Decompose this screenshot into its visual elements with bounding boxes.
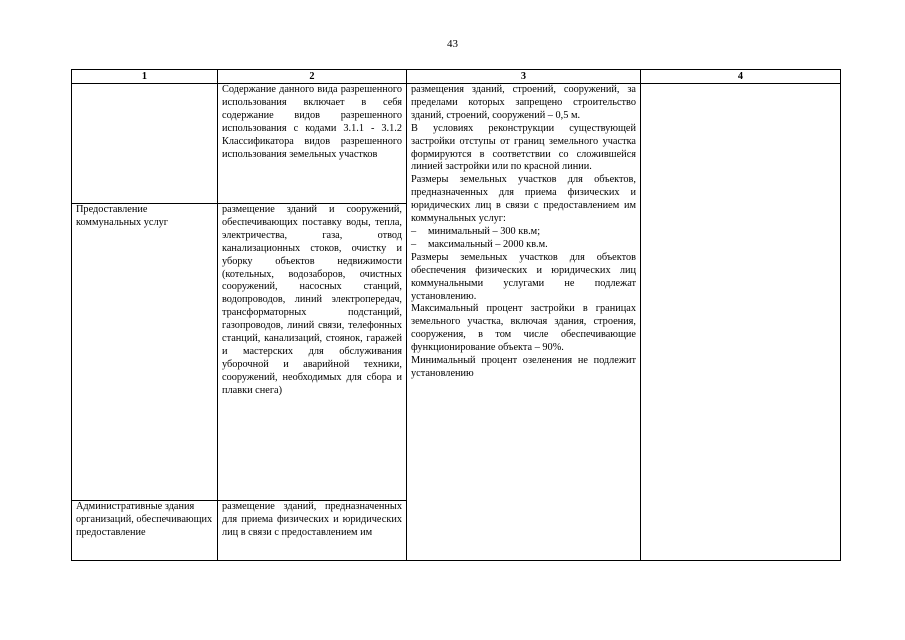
regulations-table [71, 69, 841, 561]
use-description-cell: размещение зданий, предназначенных для приема физических и юридических лиц в связи с предоставлением им [218, 501, 407, 561]
parameters-paragraph: В условиях реконструкции существующей застройки отступы от границ земельного участка формируются в соответствии со сложившейся линией застройки или по красной линии. [411, 122, 636, 173]
parameters-paragraph: Размеры земельных участков для объектов, предназначенных для приема физических и юридических лиц в связи с предоставлением им коммунальных услуг: [411, 174, 636, 225]
parameters-cell [407, 84, 641, 561]
column-header-3: 3 [407, 70, 641, 84]
parameters-paragraph: размещения зданий, строений, сооружений, за пределами которых запрещено строительство зданий, строений, сооружений – 0,5 м. [411, 84, 636, 121]
column-header-1: 1 [72, 70, 218, 84]
bullet-dash: – [411, 225, 417, 237]
bullet-text: максимальный – 2000 кв.м. [428, 238, 548, 250]
parameters-bullet [411, 239, 636, 252]
use-description-cell: размещение зданий и сооружений, обеспечивающих поставку воды, тепла, электричества, газа, отвод канализационных стоков, очистку и уборку объектов недвижимости (котельных, водозаборов, очистных сооружений, насосных станций, водопроводов, линий электропередач, трансформаторных подстанций, газопроводов, линий связи, телефонных станций, канализаций, стоянок, гаражей и мастерских для обслуживания уборочной и аварийной техники, сооружений, необходимых для сбора и плавки снега) [218, 204, 407, 501]
page-number: 43 [447, 38, 458, 50]
table-row [72, 84, 841, 204]
bullet-text: минимальный – 300 кв.м; [428, 225, 541, 237]
parameters-paragraph: Минимальный процент озеленения не подлежит установлению [411, 355, 636, 379]
column-header-2: 2 [218, 70, 407, 84]
use-type-cell [72, 84, 218, 204]
parameters-bullet [411, 226, 636, 239]
column-header-4: 4 [641, 70, 841, 84]
table-header-row [72, 70, 841, 84]
use-type-cell: Административные здания организаций, обеспечивающих предоставление [72, 501, 218, 561]
notes-cell [641, 84, 841, 561]
bullet-dash: – [411, 238, 417, 250]
use-description-cell: Содержание данного вида разрешенного использования включает в себя содержание видов разрешенного использования с кодами 3.1.1 - 3.1.2 Классификатора видов разрешенного использования земельных участков [218, 84, 407, 204]
use-type-cell: Предоставление коммунальных услуг [72, 204, 218, 501]
parameters-paragraph: Размеры земельных участков для объектов обеспечения физических и юридических лиц коммунальными услугами не подлежат установлению. [411, 251, 636, 302]
parameters-paragraph: Максимальный процент застройки в границах земельного участка, включая здания, строения, сооружения, в том числе обеспечивающие функционирование объекта – 90%. [411, 303, 636, 354]
